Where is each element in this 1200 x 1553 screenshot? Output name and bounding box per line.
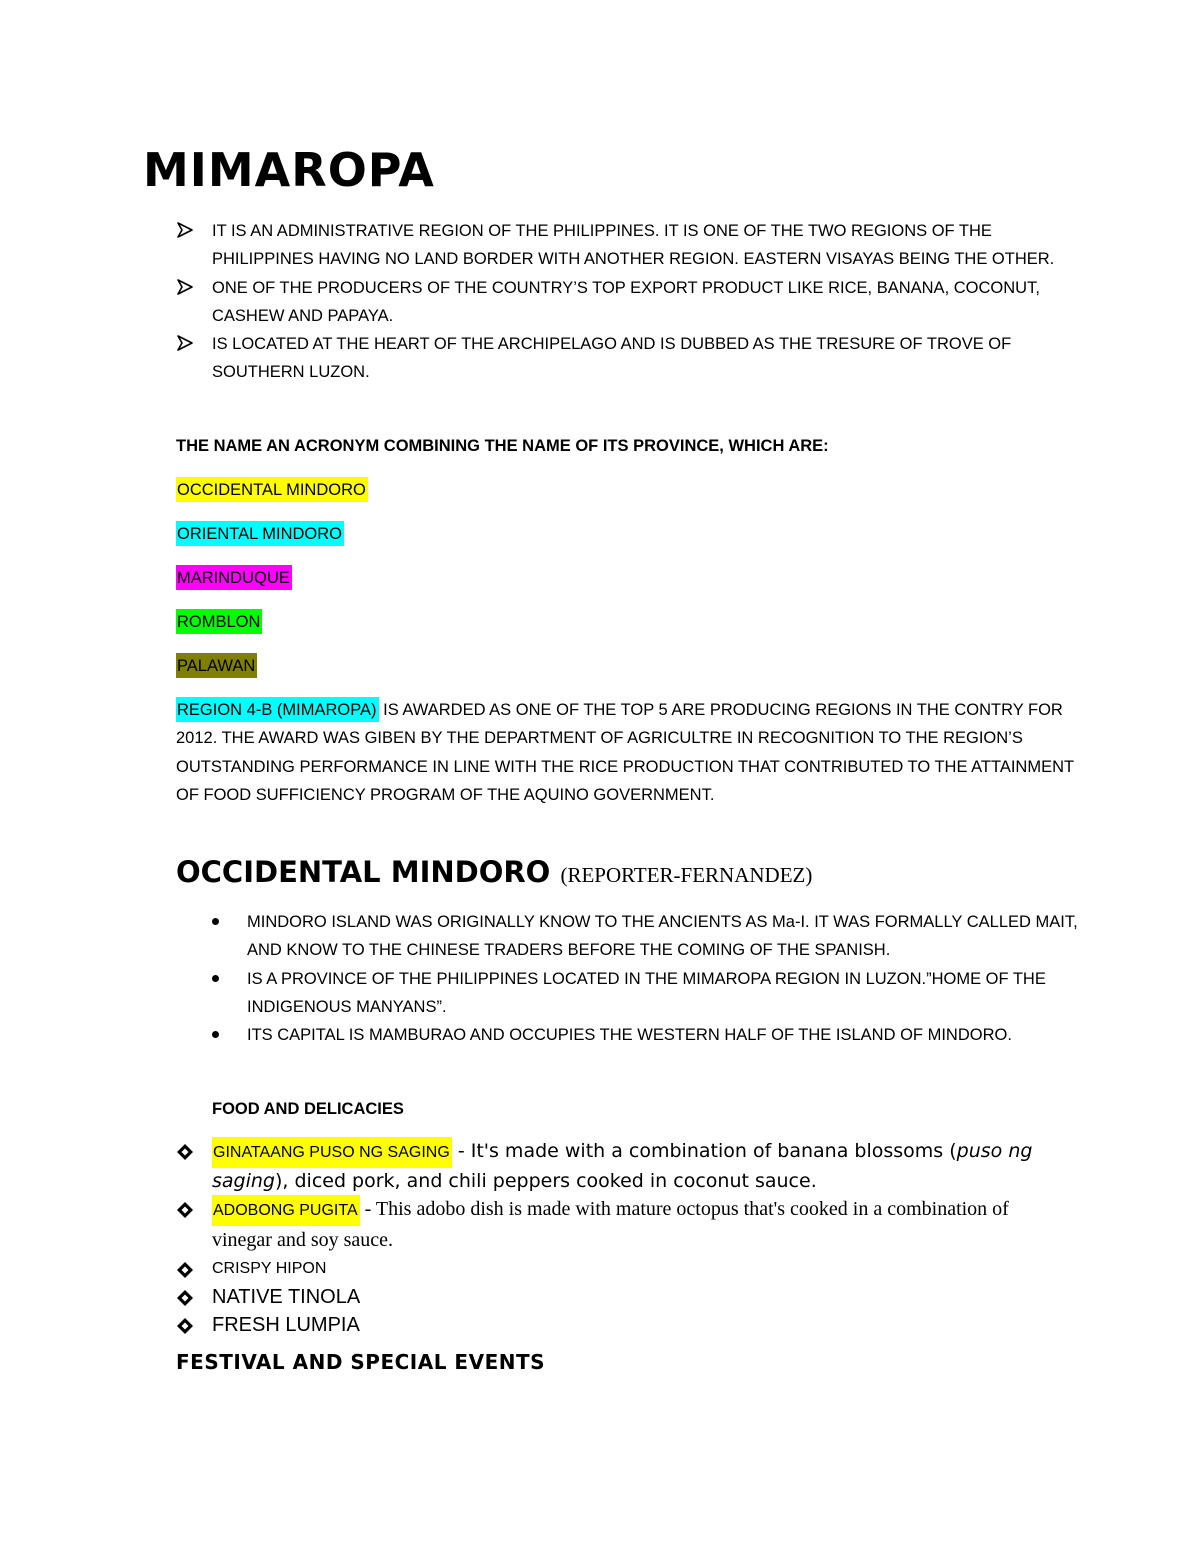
province-palawan: PALAWAN — [176, 653, 257, 678]
intro-bullet-text: IT IS AN ADMINISTRATIVE REGION OF THE PHILIPPINES. IT IS ONE OF THE TWO REGIONS OF THE PHILIPPINES HAVING NO LAND BORDER WITH ANOTHER REGION. EASTERN VISAYAS BEING THE OTHER. — [212, 222, 1055, 269]
province-occidental-mindoro: OCCIDENTAL MINDORO — [176, 477, 368, 502]
food-item — [176, 1311, 1056, 1339]
bullet-dot-icon — [212, 975, 219, 982]
section-heading — [176, 852, 812, 895]
food-list — [176, 1137, 1056, 1339]
document-title: MIMAROPA — [143, 143, 435, 197]
region-paragraph-text: IS AWARDED AS ONE OF THE TOP 5 ARE PRODUCING REGIONS IN THE CONTRY FOR 2012. THE AWARD WAS GIBEN BY THE DEPARTMENT OF AGRICULTRE IN RECOGNITION TO THE REGION’S OUTSTANDING PERFORMANCE IN LINE WITH THE RICE PRODUCTION THAT CONTRIBUTED TO THE ATTAINMENT OF FOOD SUFFICIENCY PROGRAM OF THE AQUINO GOVERNMENT. — [176, 701, 1074, 804]
reporter-label: (REPORTER-FERNANDEZ) — [560, 863, 813, 887]
diamond-bullet-icon — [176, 1143, 194, 1161]
acronym-heading: THE NAME AN ACRONYM COMBINING THE NAME OF ITS PROVINCE, WHICH ARE: — [176, 437, 829, 455]
intro-bullet-text: ONE OF THE PRODUCERS OF THE COUNTRY’S TOP EXPORT PRODUCT LIKE RICE, BANANA, COCONUT, CASHEW AND PAPAYA. — [212, 278, 1040, 325]
food-name-fresh-lumpia: FRESH LUMPIA — [212, 1314, 360, 1336]
province-line — [176, 520, 344, 548]
bullet-dot-icon — [212, 918, 219, 925]
region-highlight: REGION 4-B (MIMAROPA) — [176, 697, 379, 722]
intro-bullet — [176, 274, 1066, 331]
diamond-bullet-icon — [176, 1261, 194, 1279]
food-desc-adobong-pugita: - This adobo dish is made with mature octopus that's cooked in a combination of vinegar and soy sauce. — [212, 1198, 1009, 1251]
section-bullet — [212, 965, 1092, 1022]
section-bullet — [212, 1021, 1092, 1049]
diamond-bullet-icon — [176, 1317, 194, 1335]
diamond-bullet-icon — [176, 1201, 194, 1219]
section-bullet-text: IS A PROVINCE OF THE PHILIPPINES LOCATED IN THE MIMAROPA REGION IN LUZON.”HOME OF THE INDIGENOUS MANYANS”. — [247, 969, 1046, 1016]
province-line — [176, 608, 262, 636]
food-name-native-tinola: NATIVE TINOLA — [212, 1286, 361, 1308]
province-oriental-mindoro: ORIENTAL MINDORO — [176, 521, 344, 546]
food-name-crispy-hipon: CRISPY HIPON — [212, 1260, 327, 1277]
intro-bullet — [176, 217, 1066, 274]
province-line — [176, 652, 257, 680]
arrowhead-bullet-icon — [176, 334, 194, 352]
food-item — [176, 1137, 1056, 1195]
section-bullet-list — [212, 908, 1092, 1049]
province-line — [176, 476, 368, 504]
intro-bullet-text: IS LOCATED AT THE HEART OF THE ARCHIPELAGO AND IS DUBBED AS THE TRESURE OF TROVE OF SOUTHERN LUZON. — [212, 335, 1012, 382]
arrowhead-bullet-icon — [176, 278, 194, 296]
section-bullet-text: ITS CAPITAL IS MAMBURAO AND OCCUPIES THE WESTERN HALF OF THE ISLAND OF MINDORO. — [247, 1026, 1012, 1045]
section-bullet-text: MINDORO ISLAND WAS ORIGINALLY KNOW TO THE ANCIENTS AS Ma-I. IT WAS FORMALLY CALLED MAIT, AND KNOW TO THE CHINESE TRADERS BEFORE THE COMING OF THE SPANISH. — [247, 913, 1078, 960]
intro-bullet-list — [176, 217, 1066, 387]
food-heading: FOOD AND DELICACIES — [212, 1100, 404, 1118]
section-bullet — [212, 908, 1092, 965]
food-desc-ginataang: - It's made with a combination of banana blossoms (puso ng saging), diced pork, and chili peppers cooked in coconut sauce. — [212, 1140, 1033, 1192]
bullet-dot-icon — [212, 1031, 219, 1038]
intro-bullet — [176, 330, 1066, 387]
province-romblon: ROMBLON — [176, 609, 262, 634]
food-name-adobong-pugita: ADOBONG PUGITA — [212, 1195, 360, 1226]
food-item — [176, 1195, 1056, 1255]
province-line — [176, 564, 292, 592]
food-name-ginataang: GINATAANG PUSO NG SAGING — [212, 1137, 452, 1168]
food-item — [176, 1283, 1056, 1311]
section-heading-text: OCCIDENTAL MINDORO — [176, 855, 551, 889]
food-item — [176, 1255, 1056, 1283]
region-award-paragraph — [176, 696, 1076, 809]
festival-heading: FESTIVAL AND SPECIAL EVENTS — [176, 1350, 546, 1374]
arrowhead-bullet-icon — [176, 221, 194, 239]
diamond-bullet-icon — [176, 1289, 194, 1307]
province-marinduque: MARINDUQUE — [176, 565, 292, 590]
